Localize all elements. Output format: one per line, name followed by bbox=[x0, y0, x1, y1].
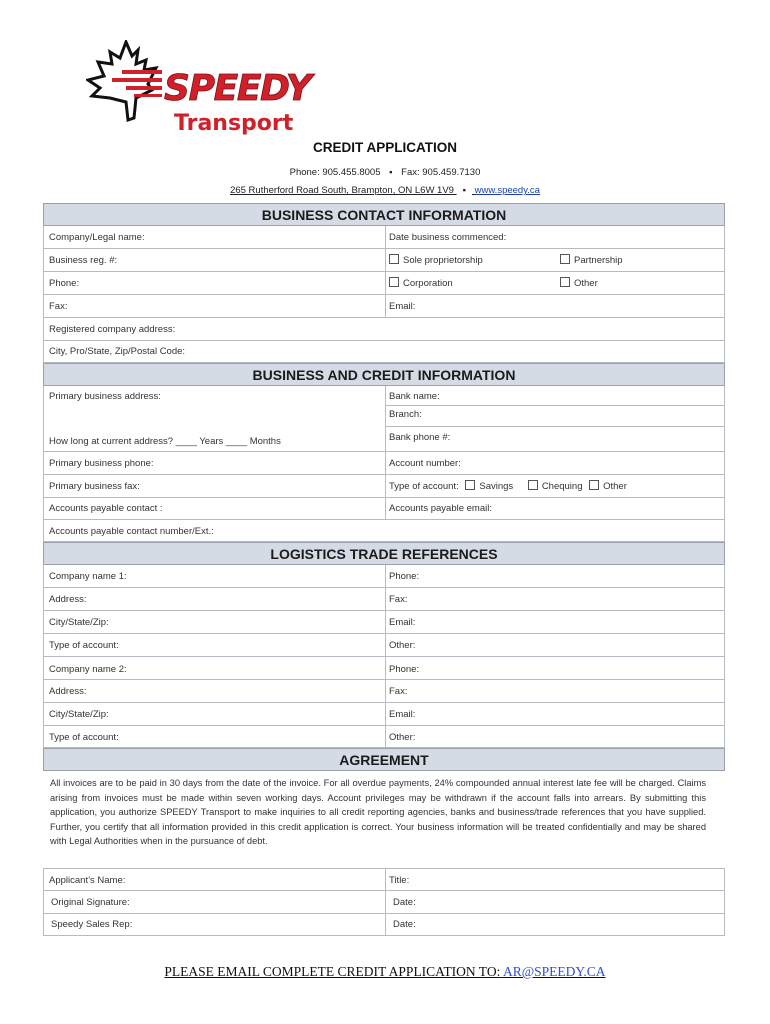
phone-2-field[interactable]: Phone: bbox=[389, 664, 420, 675]
table-row bbox=[43, 703, 725, 726]
table-row bbox=[43, 657, 725, 680]
table-row bbox=[43, 498, 725, 520]
table-row bbox=[43, 891, 725, 914]
page-title: CREDIT APPLICATION bbox=[313, 140, 457, 155]
table-row bbox=[43, 565, 725, 588]
email-1-field[interactable]: Email: bbox=[389, 617, 416, 628]
phone-field[interactable]: Phone: bbox=[49, 278, 80, 289]
type-of-account-group bbox=[389, 480, 627, 492]
how-long-field[interactable]: How long at current address? ____ Years ____ Months bbox=[49, 436, 281, 447]
table-row bbox=[43, 295, 725, 318]
table-row bbox=[43, 272, 725, 295]
type-1-field[interactable]: Type of account: bbox=[49, 640, 119, 651]
partnership-option[interactable] bbox=[560, 254, 623, 266]
footer-text: PLEASE EMAIL COMPLETE CREDIT APPLICATION TO: bbox=[164, 964, 501, 979]
speedy-logo bbox=[86, 40, 318, 136]
type-2-field[interactable]: Type of account: bbox=[49, 732, 119, 743]
address-text: 265 Rutherford Road South, Brampton, ON L6W 1V9 bbox=[230, 185, 454, 196]
checkbox-icon[interactable] bbox=[560, 277, 570, 287]
ap-contact-field[interactable]: Accounts payable contact : bbox=[49, 503, 163, 514]
email-2-field[interactable]: Email: bbox=[389, 709, 416, 720]
primary-phone-field[interactable]: Primary business phone: bbox=[49, 458, 154, 469]
table-row bbox=[43, 520, 725, 542]
title-field[interactable]: Title: bbox=[389, 875, 410, 886]
footer-email-link[interactable]: AR@SPEEDY.CA bbox=[502, 964, 606, 979]
city-pro-state-field[interactable]: City, Pro/State, Zip/Postal Code: bbox=[49, 346, 186, 357]
other-1-field[interactable]: Other: bbox=[389, 640, 416, 651]
address-2-field[interactable]: Address: bbox=[49, 686, 87, 697]
bank-phone-field[interactable]: Bank phone #: bbox=[389, 432, 451, 443]
signature-date-field[interactable]: Date: bbox=[393, 897, 416, 908]
fax-field[interactable]: Fax: bbox=[49, 301, 68, 312]
section-business-credit: BUSINESS AND CREDIT INFORMATION bbox=[43, 363, 725, 386]
primary-fax-field[interactable]: Primary business fax: bbox=[49, 481, 140, 492]
sales-rep-date-field[interactable]: Date: bbox=[393, 919, 416, 930]
registered-address-field[interactable]: Registered company address: bbox=[49, 324, 176, 335]
sales-rep-field[interactable]: Speedy Sales Rep: bbox=[51, 919, 133, 930]
bank-name-field[interactable]: Bank name: bbox=[389, 391, 440, 402]
table-row bbox=[43, 680, 725, 703]
table-row bbox=[43, 249, 725, 272]
table-row bbox=[43, 427, 725, 452]
other-option[interactable] bbox=[560, 277, 598, 289]
maple-leaf-logo-icon bbox=[86, 40, 318, 136]
other-2-field[interactable]: Other: bbox=[389, 732, 416, 743]
table-row bbox=[43, 726, 725, 748]
fax-2-field[interactable]: Fax: bbox=[389, 686, 408, 697]
checkbox-icon[interactable] bbox=[389, 277, 399, 287]
business-reg-field[interactable]: Business reg. #: bbox=[49, 255, 118, 266]
sole-proprietorship-label: Sole proprietorship bbox=[403, 255, 483, 266]
city-2-field[interactable]: City/State/Zip: bbox=[49, 709, 109, 720]
contact-line bbox=[0, 167, 770, 178]
primary-address-field[interactable]: Primary business address: bbox=[49, 391, 161, 402]
corporation-option[interactable] bbox=[389, 277, 453, 289]
checkbox-icon[interactable] bbox=[560, 254, 570, 264]
date-commenced-field[interactable]: Date business commenced: bbox=[389, 232, 507, 243]
original-signature-field[interactable]: Original Signature: bbox=[51, 897, 130, 908]
table-row bbox=[43, 611, 725, 634]
logo-subtitle-text: Transport bbox=[174, 111, 294, 136]
phone-1-field[interactable]: Phone: bbox=[389, 571, 420, 582]
other-label: Other bbox=[574, 278, 598, 289]
other-label: Other bbox=[603, 481, 627, 492]
checkbox-icon[interactable] bbox=[589, 480, 599, 490]
company-name-2-field[interactable]: Company name 2: bbox=[49, 664, 127, 675]
bullet-icon: ▪ bbox=[389, 167, 393, 178]
phone-text: Phone: 905.455.8005 bbox=[289, 167, 381, 178]
table-row bbox=[43, 318, 725, 341]
logo-brand-text: SPEEDY bbox=[164, 68, 314, 109]
table-row bbox=[43, 868, 725, 891]
table-row bbox=[43, 588, 725, 611]
table-row bbox=[43, 226, 725, 249]
bullet-icon: ▪ bbox=[462, 185, 466, 196]
section-logistics: LOGISTICS TRADE REFERENCES bbox=[43, 542, 725, 565]
fax-1-field[interactable]: Fax: bbox=[389, 594, 408, 605]
applicant-name-field[interactable]: Applicant’s Name: bbox=[49, 875, 126, 886]
fax-text: Fax: 905.459.7130 bbox=[401, 167, 481, 178]
type-of-account-label: Type of account: bbox=[389, 481, 459, 492]
email-field[interactable]: Email: bbox=[389, 301, 416, 312]
account-number-field[interactable]: Account number: bbox=[389, 458, 461, 469]
chequing-label: Chequing bbox=[541, 481, 583, 492]
table-row bbox=[43, 452, 725, 475]
savings-label: Savings bbox=[479, 481, 514, 492]
city-1-field[interactable]: City/State/Zip: bbox=[49, 617, 109, 628]
checkbox-icon[interactable] bbox=[465, 480, 475, 490]
table-row bbox=[43, 634, 725, 657]
divider bbox=[385, 405, 725, 406]
address-line bbox=[0, 185, 770, 196]
website-link[interactable]: www.speedy.ca bbox=[474, 185, 540, 196]
agreement-text: All invoices are to be paid in 30 days from the date of the invoice. For all overdue payments, 24% compounded annual interest late fee will be charged. Claims arising from invoices must be made within seven working days. Account privileges may be withdrawn if the account falls into arrears. By submitting this application, you authorize SPEEDY Transport to make inquiries to all credit reporting agencies, banks and business/trade references that you have supplied. Further, you certify that all information provided in this credit application is correct. Your business information will be treated confidentially and may be shared with Legal Authorities when in the pursuance of debt. bbox=[50, 778, 706, 847]
address-1-field[interactable]: Address: bbox=[49, 594, 87, 605]
company-legal-name-field[interactable]: Company/Legal name: bbox=[49, 232, 145, 243]
ap-number-field[interactable]: Accounts payable contact number/Ext.: bbox=[49, 526, 214, 537]
partnership-label: Partnership bbox=[574, 255, 623, 266]
checkbox-icon[interactable] bbox=[389, 254, 399, 264]
company-name-1-field[interactable]: Company name 1: bbox=[49, 571, 127, 582]
section-business-contact: BUSINESS CONTACT INFORMATION bbox=[43, 203, 725, 226]
checkbox-icon[interactable] bbox=[528, 480, 538, 490]
table-row bbox=[43, 914, 725, 936]
corporation-label: Corporation bbox=[403, 278, 453, 289]
sole-proprietorship-option[interactable] bbox=[389, 254, 483, 266]
ap-email-field[interactable]: Accounts payable email: bbox=[389, 503, 492, 514]
section-agreement: AGREEMENT bbox=[43, 748, 725, 771]
table-row bbox=[43, 341, 725, 363]
table-row bbox=[43, 386, 725, 406]
table-row bbox=[43, 475, 725, 498]
footer-instruction bbox=[0, 964, 770, 980]
branch-field[interactable]: Branch: bbox=[389, 409, 422, 420]
